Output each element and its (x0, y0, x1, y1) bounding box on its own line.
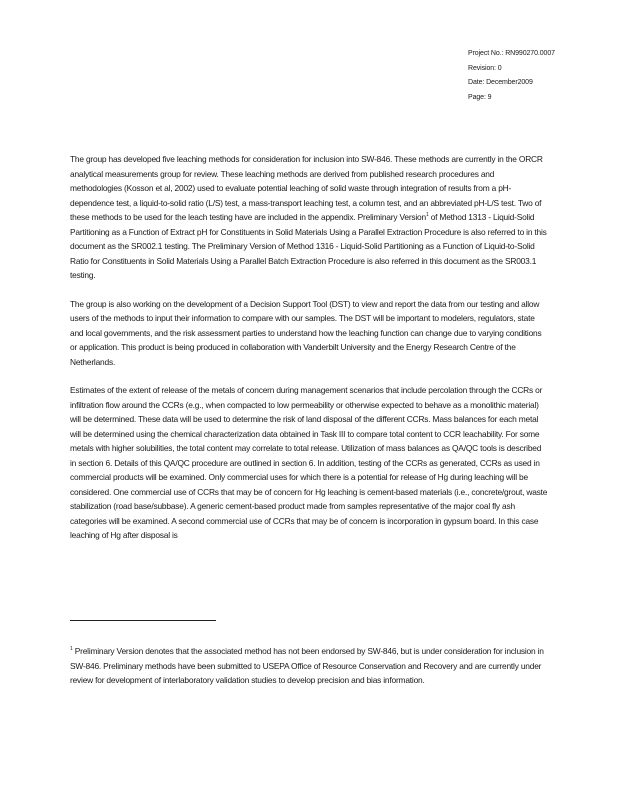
footnote-reference: 1 (425, 212, 429, 219)
footnote (70, 644, 550, 688)
body-text (70, 152, 548, 557)
paragraph-release-estimates: Estimates of the extent of release of the metals of concern during management scenarios that include percolation through the CCRs or infiltration flow around the CCRs (e.g., when compacted to low permeability or otherwise expected to behave as a monolithic material) will be determined. These data will be used to determine the risk of land disposal of the different CCRs. Mass balances for each metal will be determined using the chemical characterization data obtained in Task III to compare total content to CCR leachability. For some metals with higher solubilities, the total content may correlate to total release. Utilization of mass balances as QA/QC tools is described in section 6. Details of this QA/QC procedure are outlined in section 6. In addition, testing of the CCRs as generated, CCRs as used in commercial products will be examined. Only commercial uses for which there is a potential for release of Hg during leaching will be considered. One commercial use of CCRs that may be of concern for Hg leaching is cement-based materials (i.e., concrete/grout, waste stabilization (road base/subbase). A generic cement-based product made from samples representative of the major coal fly ash categories will be examined. A second commercial use of CCRs that may be of concern is incorporation in gypsum board. In this case leaching of Hg after disposal is (70, 385, 548, 540)
paragraph-1-part-b: of Method 1313 - Liquid-Solid Partitioning as a Function of Extract pH for Constituents in Solid Materials Using a Parallel Extraction Procedure is also referred to in this document as the SR002.1 testing. The Preliminary Version of Method 1316 - Liquid-Solid Partitioning as a Function of Liquid-to-Solid Ratio for Constituents in Solid Materials Using a Parallel Batch Extraction Procedure is also referred in this document as the SR003.1 testing. (70, 212, 547, 280)
footnote-text: Preliminary Version denotes that the associated method has not been endorsed by SW-846, but is under consideration for inclusion in SW-846. Preliminary methods have been submitted to USEPA Office of Resource Conservation and Recovery and are currently under review for development of interlaboratory validation studies to develop precision and bias information. (70, 646, 544, 685)
date: Date: December2009 (468, 79, 533, 86)
document-header (468, 47, 608, 105)
paragraph-1-part-a: The group has developed five leaching methods for consideration for inclusion into SW-846. These methods are currently in the ORCR analytical measurements group for review. These leaching methods are derived from published research procedures and methodologies (Kosson et al, 2002) used to evaluate potential leaching of solid waste through integration of results from a pH-dependence test, a liquid-to-solid ratio (L/S) test, a mass-transport leaching test, a column test, and an abbreviated pH-L/S test. Two of these methods to be used for the leach testing have are included in the appendix. Preliminary Version (70, 154, 543, 222)
revision: Revision: 0 (468, 64, 502, 72)
footnote-separator (70, 620, 216, 621)
project-number: Project No.: RN990270.0007 (468, 50, 555, 57)
page-number: Page: 9 (468, 93, 492, 101)
footnote-marker: 1 (70, 646, 73, 653)
paragraph-leaching-methods (70, 152, 548, 283)
paragraph-decision-support-tool: The group is also working on the development of a Decision Support Tool (DST) to view and report the data from our testing and allow users of the methods to input their information to compare with our samples. The DST will be important to modelers, regulators, state and local governments, and the risk assessment parties to understand how the leaching function can change due to varying conditions or application. This product is being produced in collaboration with Vanderbilt University and the Energy Research Centre of the Netherlands. (70, 298, 542, 367)
